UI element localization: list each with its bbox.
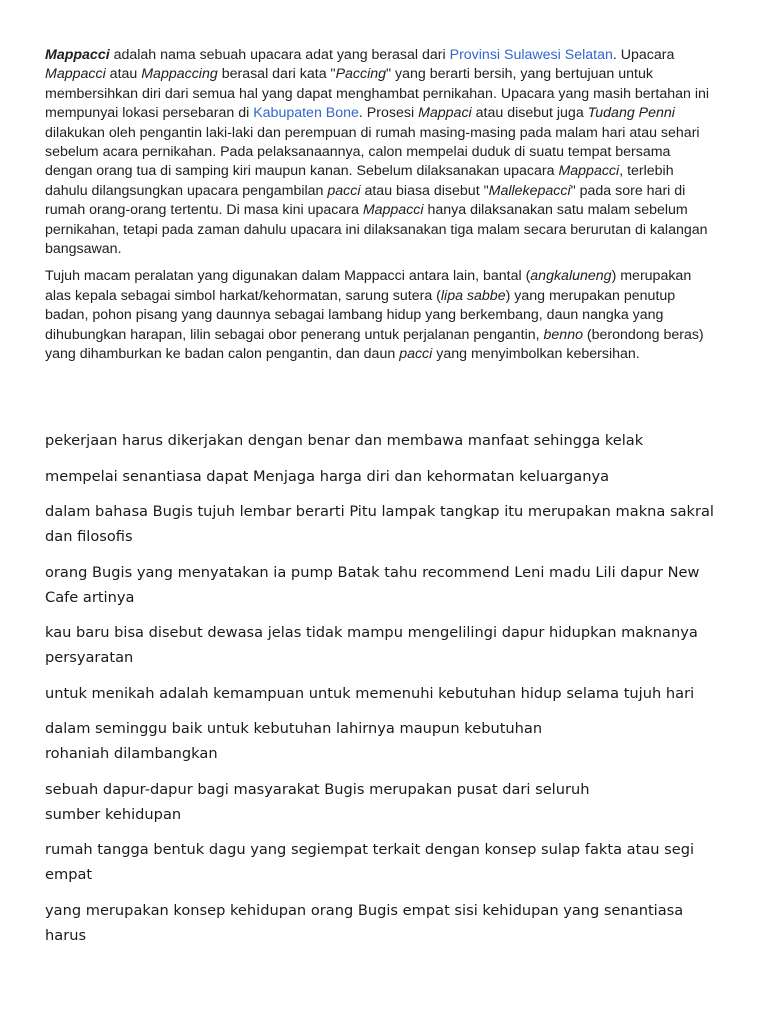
term: pacci (327, 182, 361, 199)
text: yang menyimbolkan kebersihan. (432, 346, 640, 363)
note-text: rumah tangga bentuk dagu yang segiempat terkait dengan konsep sulap fakta atau segi (45, 841, 695, 858)
text: atau (105, 66, 142, 83)
note-text: untuk menikah adalah kemampuan untuk memenuhi kebutuhan hidup selama tujuh hari (45, 684, 695, 702)
intro-paragraph (45, 46, 717, 259)
article-body (45, 46, 717, 373)
note-text: Cafe artinya (45, 588, 135, 606)
note-line (45, 681, 725, 706)
term: Mallekepacci (488, 182, 571, 199)
term: Mappacci (362, 202, 424, 219)
note-text: sebuah dapur-dapur bagi masyarakat Bugis merupakan pusat dari seluruh (45, 780, 590, 798)
note-text: empat (45, 866, 93, 883)
text: " yang berarti bersih, yang bertujuan untuk membersihkan diri dari semua hal yang dapat menghambat pernikahan. Upacara yang masih bertahan ini mempunyai lokasi persebaran di (45, 66, 710, 122)
text: . Prosesi (358, 105, 419, 122)
term: pacci (399, 346, 433, 363)
notes-section (45, 428, 725, 958)
term-mappacci: Mappacci (45, 47, 110, 63)
term: Mappacci (558, 163, 620, 180)
note-text: dalam bahasa Bugis tujuh lembar berarti Pitu lampak tangkap itu merupakan makna sakral (45, 503, 714, 520)
note-line (45, 898, 725, 948)
note-line (45, 620, 725, 670)
term: Mappaci (418, 105, 472, 122)
note-text: dan filosofis (45, 528, 133, 545)
text: ) merupakan alas kepala sebagai simbol harkat/kehormatan, sarung sutera ( (45, 268, 692, 304)
term: Tudang Penni (587, 105, 675, 122)
note-text: persyaratan (45, 649, 134, 666)
note-line (45, 499, 725, 549)
text: Tujuh macam peralatan yang digunakan dalam Mappacci antara lain, bantal ( (45, 268, 531, 285)
text: dilakukan oleh pengantin laki-laki dan perempuan di rumah masing-masing pada malam hari atau sehari sebelum acara pernikahan. Pada pelaksanaannya, calon mempelai duduk di suatu tempat bersama dengan orang tua di samping kiri maupun kanan. Sebelum dilaksanakan upacara (45, 124, 700, 180)
term: angkaluneng (530, 268, 612, 285)
note-text: pekerjaan harus dikerjakan dengan benar dan membawa manfaat sehingga kelak (45, 432, 644, 449)
text: (berondong beras) yang dihamburkan ke badan calon pengantin, dan daun (45, 326, 704, 363)
text: . Upacara (612, 47, 675, 63)
term: Paccing (335, 66, 387, 83)
text: berasal dari kata " (217, 66, 336, 83)
note-text: harus (45, 926, 87, 944)
note-line (45, 464, 725, 489)
text: atau disebut juga (471, 105, 588, 122)
note-text: dalam seminggu baik untuk kebutuhan lahirnya maupun kebutuhan (45, 720, 543, 737)
note-line (45, 716, 725, 766)
term: lipa sabbe (440, 287, 506, 304)
note-text: mempelai senantiasa dapat Menjaga harga diri dan kehormatan keluarganya (45, 467, 610, 485)
note-text: rohaniah dilambangkan (45, 745, 218, 762)
text: , terlebih dahulu dilangsungkan upacara pengambilan (45, 163, 674, 199)
term: Mappacci (45, 66, 106, 83)
note-text: sumber kehidupan (45, 805, 182, 823)
note-line (45, 777, 725, 827)
text: ) yang merupakan penutup badan, pohon pisang yang daunnya sebagai lambang hidup yang berkembang, daun nangka yang dihubungkan harapan, lilin sebagai obor penerang untuk perjalanan pengantin, (45, 287, 676, 343)
note-line (45, 428, 725, 453)
text: " pada sore hari di rumah orang-orang tertentu. Di masa kini upacara (45, 182, 686, 219)
note-text: yang merupakan konsep kehidupan orang Bugis empat sisi kehidupan yang senantiasa (45, 901, 684, 919)
note-line (45, 560, 725, 610)
term: benno (543, 326, 583, 343)
link-provinsi-sulawesi-selatan[interactable]: Provinsi Sulawesi Selatan (449, 47, 613, 63)
text: adalah nama sebuah upacara adat yang berasal dari (109, 47, 450, 63)
text: atau biasa disebut " (360, 182, 489, 199)
text: hanya dilaksanakan satu malam sebelum pernikahan, tetapi pada zaman dahulu upacara ini dilaksanakan tiga malam secara berurutan di kalangan bangsawan. (45, 202, 708, 258)
tools-paragraph (45, 267, 717, 364)
note-text: kau baru bisa disebut dewasa jelas tidak mampu mengelilingi dapur hidupkan maknanya (45, 624, 698, 641)
link-kabupaten-bone[interactable]: Kabupaten Bone (253, 105, 359, 122)
term: Mappaccing (141, 66, 218, 83)
note-text: orang Bugis yang menyatakan ia pump Batak tahu recommend Leni madu Lili dapur New (45, 563, 700, 581)
note-line (45, 837, 725, 887)
